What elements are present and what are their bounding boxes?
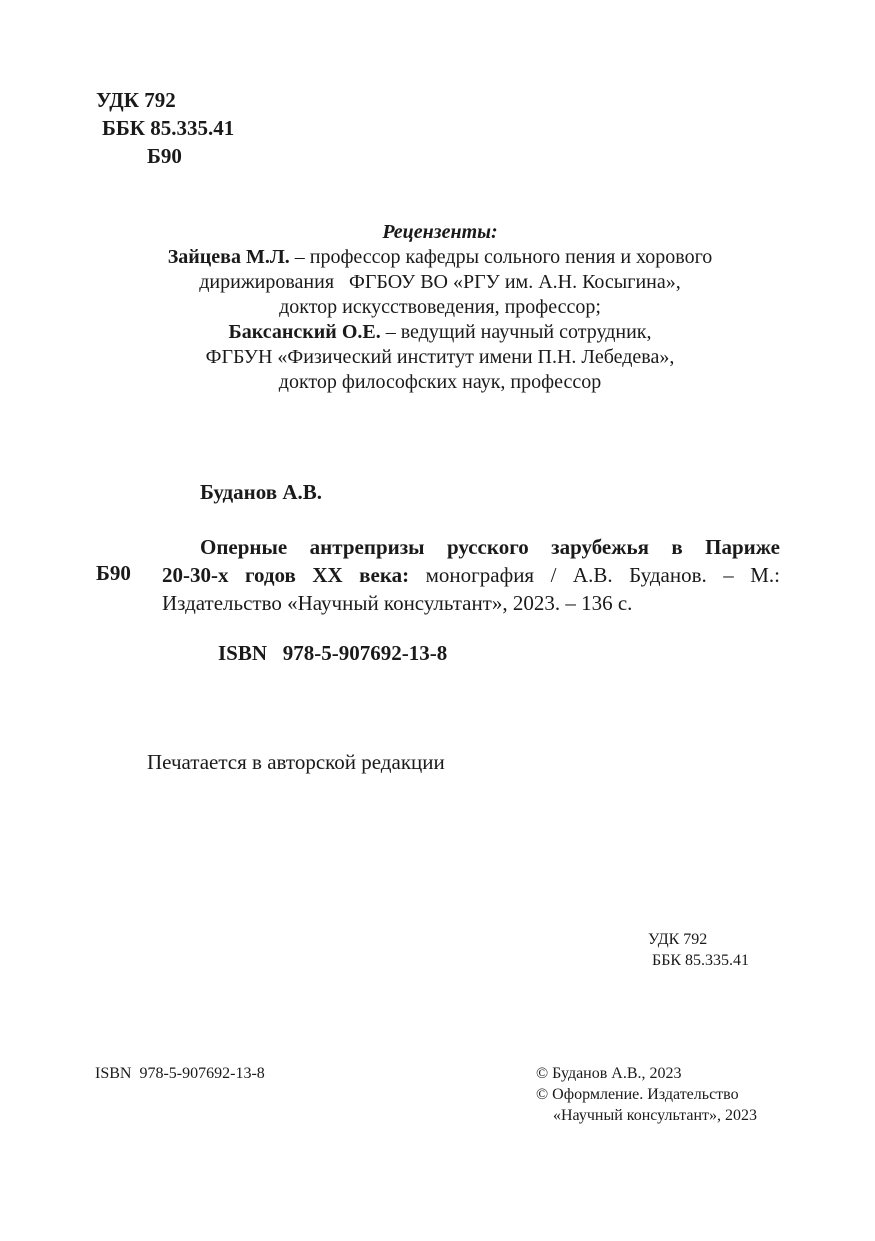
book-title-end: 20-30-х годов XX века: <box>162 563 410 587</box>
reviewer-1-position: – профессор кафедры сольного пения и хорового <box>289 246 713 268</box>
copyright-publisher: «Научный консультант», 2023 <box>553 1107 757 1124</box>
copyright-author: © Буданов А.В., 2023 <box>536 1065 682 1082</box>
reviewer-2-line-1 <box>60 320 820 345</box>
reviewer-1-name: Зайцева М.Л. <box>167 246 290 268</box>
reviewer-1-line-3: доктор искусствоведения, профессор; <box>279 296 601 318</box>
printed-note: Печатается в авторской редакции <box>147 750 445 774</box>
reviewer-2-line-3: доктор философских наук, профессор <box>278 371 602 393</box>
author-mark-code: Б90 <box>147 144 182 168</box>
bbk-code: ББК 85.335.41 <box>102 116 235 140</box>
udk-code: УДК 792 <box>96 88 176 112</box>
footer-udk: УДК 792 <box>648 931 708 948</box>
reviewer-2-position: – ведущий научный сотрудник, <box>380 321 652 343</box>
footer-isbn: ISBN 978-5-907692-13-8 <box>95 1065 265 1082</box>
author-mark: Б90 <box>96 561 131 585</box>
book-type-author: монография / А.В. Буданов. – М.: <box>409 563 780 587</box>
reviewers-block <box>60 220 820 395</box>
bibliographic-description <box>162 533 780 617</box>
book-author: Буданов А.В. <box>200 480 323 504</box>
footer-bbk: ББК 85.335.41 <box>652 952 750 969</box>
reviewer-1-line-2: дирижирования ФГБОУ ВО «РГУ им. А.Н. Косыгина», <box>199 271 681 293</box>
reviewers-heading: Рецензенты: <box>382 221 498 243</box>
isbn-main: ISBN 978-5-907692-13-8 <box>218 641 448 665</box>
reviewer-2-name: Баксанский О.Е. <box>228 321 381 343</box>
book-title-line-1: Оперные антрепризы русского зарубежья в Париже <box>200 535 780 559</box>
copyright-design: © Оформление. Издательство <box>536 1086 739 1103</box>
reviewer-2-line-2: ФГБУН «Физический институт имени П.Н. Лебедева», <box>205 346 675 368</box>
book-publisher: Издательство «Научный консультант», 2023. – 136 с. <box>162 591 633 615</box>
book-title-line-2 <box>162 561 780 589</box>
reviewer-1-line-1 <box>60 245 820 270</box>
